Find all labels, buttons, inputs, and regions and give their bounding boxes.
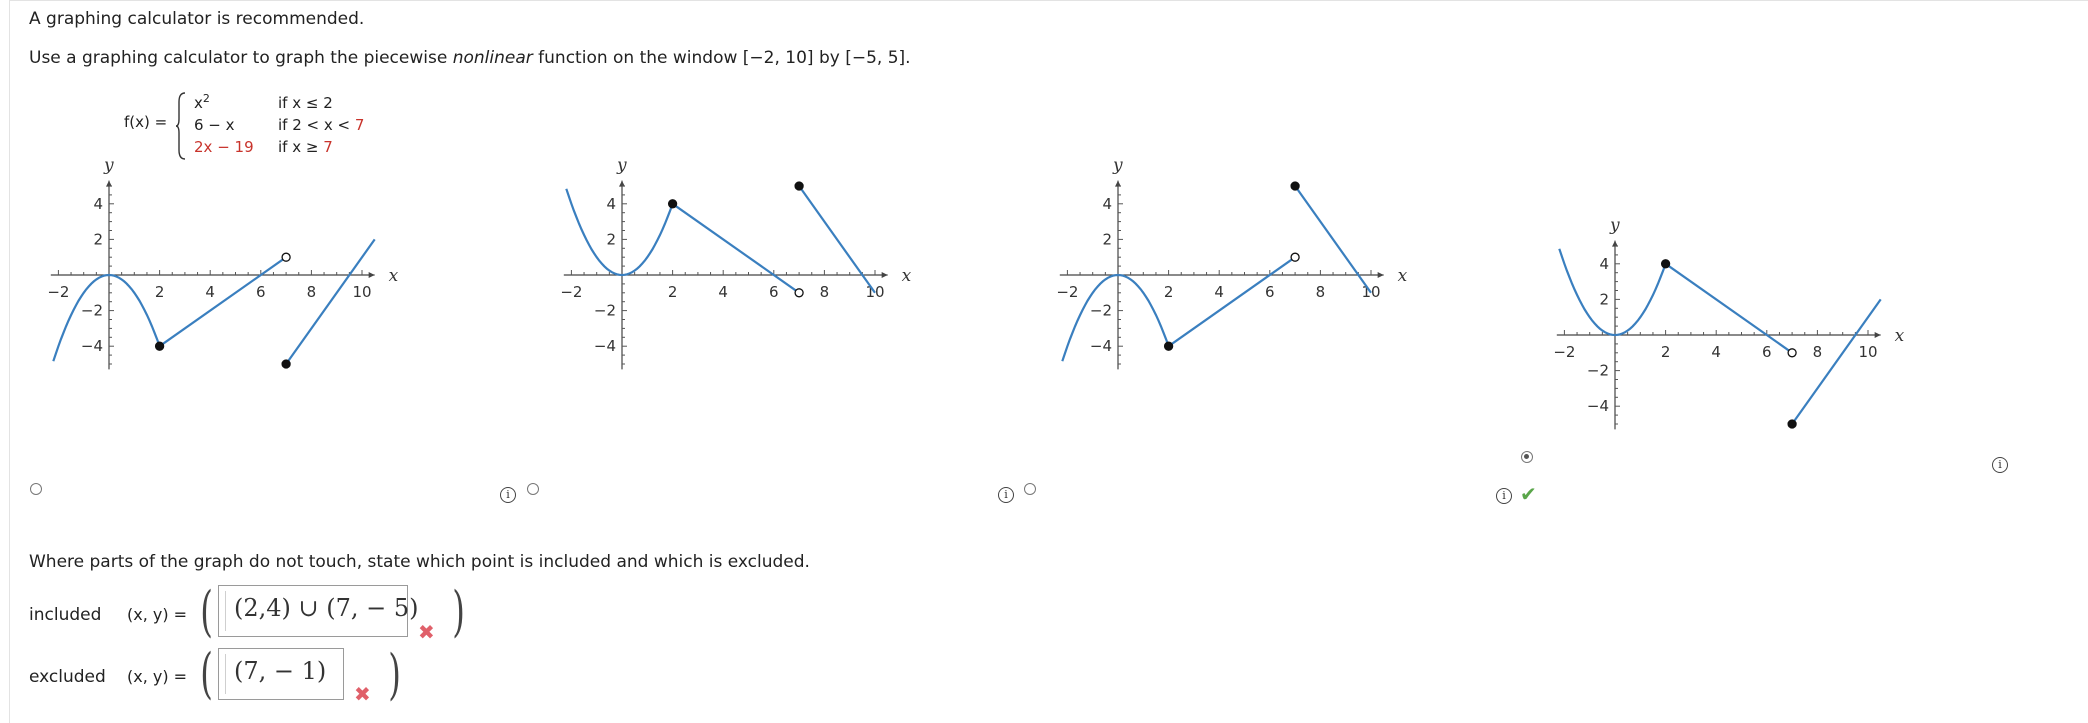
closed-point <box>1291 182 1299 190</box>
x-tick-label: −2 <box>1056 283 1079 301</box>
graph-option-1-plot <box>38 155 508 500</box>
case-2-condition: if 2 < x < 7 <box>278 116 365 134</box>
instructions-emphasis: nonlinear <box>452 48 533 68</box>
excluded-answer-value: (7, − 1) <box>225 654 337 694</box>
included-answer-field[interactable] <box>218 585 419 637</box>
y-tick-label: −2 <box>1586 361 1609 380</box>
x-tick-label: 4 <box>718 283 728 301</box>
x-axis-label: x <box>901 266 912 286</box>
instructions-part2: function on the window [−2, 10] by [−5, 5]. <box>532 48 911 68</box>
x-tick-label: 2 <box>667 283 678 301</box>
included-answer-value: (2,4) ∪ (7, − 5) <box>225 591 401 631</box>
x-tick-label: 8 <box>1315 283 1326 301</box>
y-tick-label: 4 <box>606 194 616 213</box>
x-tick-label: 8 <box>1812 343 1823 361</box>
x-axis-label: x <box>1894 326 1905 346</box>
graph-curve <box>160 257 287 346</box>
y-tick-label: −4 <box>593 337 616 356</box>
x-tick-label: 2 <box>1660 343 1671 361</box>
y-tick-label: 2 <box>606 230 616 249</box>
graph-option-3-radio[interactable] <box>1024 483 1036 495</box>
open-point <box>282 253 290 261</box>
graph-option-3-plot <box>1032 155 1502 500</box>
closed-point <box>1662 260 1670 268</box>
graph-option-4-plot <box>1528 176 1998 471</box>
included-open-paren: ( <box>200 580 213 643</box>
x-tick-label: 10 <box>1361 283 1381 301</box>
y-axis-label: y <box>617 155 627 176</box>
x-tick-label: 10 <box>352 283 372 301</box>
included-wrong-x-icon: ✖ <box>418 620 435 644</box>
y-tick-label: 2 <box>1599 290 1609 309</box>
y-tick-label: 4 <box>1599 254 1609 273</box>
x-tick-label: −2 <box>1553 343 1576 361</box>
x-tick-label: 10 <box>1858 343 1878 361</box>
graph-curve <box>1169 257 1296 346</box>
graph-curve <box>1792 299 1881 424</box>
x-tick-label: 4 <box>205 283 215 301</box>
instructions-part1: Use a graphing calculator to graph the piecewise <box>29 48 453 68</box>
excluded-close-paren: ) <box>388 643 401 706</box>
x-axis-label: x <box>388 266 399 286</box>
excluded-answer-field[interactable] <box>218 648 344 700</box>
brace-icon <box>176 92 186 160</box>
y-tick-label: 4 <box>93 194 103 213</box>
y-tick-label: −4 <box>80 337 103 356</box>
x-tick-label: 8 <box>306 283 317 301</box>
excluded-open-paren: ( <box>200 642 213 705</box>
graph-curve <box>1559 249 1665 335</box>
closed-point <box>669 200 677 208</box>
y-tick-label: −4 <box>1586 397 1609 416</box>
x-tick-label: 4 <box>1214 283 1224 301</box>
graph-option-2-radio[interactable] <box>527 483 539 495</box>
instructions <box>29 48 911 68</box>
case-2-expr: 6 − x <box>194 116 235 134</box>
graph-option-2-plot <box>535 155 1005 500</box>
x-axis-label: x <box>1397 266 1408 286</box>
closed-point <box>282 360 290 368</box>
x-tick-label: −2 <box>47 283 70 301</box>
correct-check-icon: ✔ <box>1520 482 1537 506</box>
excluded-wrong-x-icon: ✖ <box>354 682 371 706</box>
x-tick-label: 8 <box>819 283 830 301</box>
x-axis-arrow <box>1875 332 1881 338</box>
case-1-condition: if x ≤ 2 <box>278 94 333 112</box>
x-tick-label: 6 <box>1762 343 1772 361</box>
x-tick-label: 6 <box>256 283 266 301</box>
included-label: included <box>29 605 102 625</box>
included-xy-label: (x, y) = <box>127 605 188 624</box>
excluded-xy-label: (x, y) = <box>127 667 188 686</box>
question-prompt: Where parts of the graph do not touch, state which point is included and which is excluded. <box>29 552 810 572</box>
closed-point <box>795 182 803 190</box>
y-tick-label: −2 <box>1089 301 1112 320</box>
x-tick-label: 6 <box>769 283 779 301</box>
y-tick-label: −2 <box>80 301 103 320</box>
open-point <box>795 289 803 297</box>
case-1-expr: $x^2$ <box>194 92 210 112</box>
graph-option-4-info-icon[interactable]: i <box>1496 488 1512 504</box>
y-tick-label: −2 <box>593 301 616 320</box>
graph-option-3-info-icon[interactable]: i <box>998 487 1014 503</box>
x-axis-arrow <box>882 272 888 278</box>
y-tick-label: 4 <box>1102 194 1112 213</box>
x-tick-label: 2 <box>1163 283 1174 301</box>
x-tick-label: 2 <box>154 283 165 301</box>
x-tick-label: 4 <box>1711 343 1721 361</box>
graph-curve <box>1666 264 1793 353</box>
case-3-condition: if x ≥ 7 <box>278 138 333 156</box>
y-axis-label: y <box>1610 215 1620 236</box>
open-point <box>1291 253 1299 261</box>
graph-option-2-info-icon[interactable]: i <box>500 487 516 503</box>
case-3-expr: 2x − 19 <box>194 138 254 156</box>
x-tick-label: 6 <box>1265 283 1275 301</box>
x-axis-arrow <box>369 272 375 278</box>
y-tick-label: −4 <box>1089 337 1112 356</box>
calculator-note: A graphing calculator is recommended. <box>29 9 365 29</box>
closed-point <box>1788 420 1796 428</box>
graph-curve <box>673 204 800 293</box>
x-tick-label: 10 <box>865 283 885 301</box>
y-tick-label: 2 <box>1102 230 1112 249</box>
y-tick-label: 2 <box>93 230 103 249</box>
graph-option-4-radio[interactable] <box>1521 451 1533 463</box>
y-axis-label: y <box>104 155 114 176</box>
function-lhs: f(x) = <box>124 113 168 131</box>
graph-option-5-info-icon[interactable]: i <box>1992 457 2008 473</box>
graph-curve <box>286 239 375 364</box>
graph-option-1-radio[interactable] <box>30 483 42 495</box>
included-close-paren: ) <box>452 580 465 643</box>
closed-point <box>1165 342 1173 350</box>
x-axis-arrow <box>1378 272 1384 278</box>
closed-point <box>156 342 164 350</box>
excluded-label: excluded <box>29 667 106 687</box>
x-tick-label: −2 <box>560 283 583 301</box>
y-axis-label: y <box>1113 155 1123 176</box>
open-point <box>1788 349 1796 357</box>
